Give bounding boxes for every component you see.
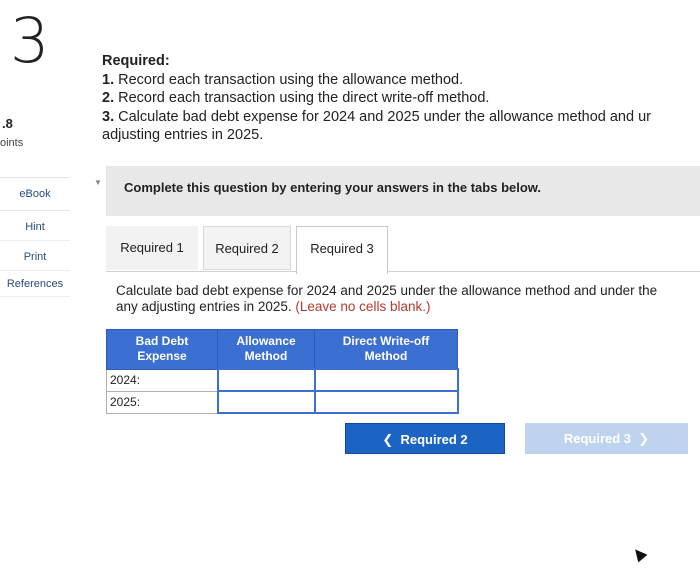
points-value: .8 <box>2 116 13 131</box>
references-button[interactable]: References <box>0 272 70 297</box>
required-section <box>102 52 651 145</box>
instructions-banner <box>106 166 700 216</box>
tab-required-3[interactable]: Required 3 <box>296 226 388 274</box>
print-button[interactable]: Print <box>0 244 70 271</box>
row-label-2025: 2025: <box>107 391 218 413</box>
next-required-button[interactable]: Required 3 ❯ <box>525 423 688 454</box>
tab-required-1[interactable]: Required 1 <box>106 226 198 270</box>
header-allowance-method: Allowance Method <box>218 330 315 370</box>
direct-2024-input[interactable] <box>315 369 458 391</box>
question-number: 3 <box>10 4 50 77</box>
direct-2025-input[interactable] <box>315 391 458 413</box>
allowance-2024-input[interactable] <box>218 369 315 391</box>
question-text: Calculate bad debt expense for 2024 and 2025 under the allowance method and under the any adjusting entries in 2025. (Leave no cells blank.) <box>116 283 658 314</box>
tab-divider <box>106 271 700 272</box>
collapse-chevron-icon[interactable]: ▼ <box>94 178 102 187</box>
leave-no-blank-hint: (Leave no cells blank.) <box>295 299 431 314</box>
chevron-right-icon: ❯ <box>638 431 650 446</box>
required-title: Required: <box>102 53 170 69</box>
row-label-2024: 2024: <box>107 369 218 391</box>
required-item-2: 2. Record each transaction using the direct write-off method. <box>102 90 490 106</box>
tab-required-2[interactable]: Required 2 <box>203 226 291 270</box>
required-item-3: 3. Calculate bad debt expense for 2024 and 2025 under the allowance method and ur <box>102 108 651 125</box>
ebook-button[interactable]: eBook <box>0 177 70 211</box>
prev-required-button[interactable]: ❮ Required 2 <box>345 423 505 454</box>
header-direct-writeoff-method: Direct Write-off Method <box>315 330 458 370</box>
required-item-3-cont: adjusting entries in 2025. <box>102 127 264 143</box>
instructions-text: Complete this question by entering your answers in the tabs below. <box>124 180 542 195</box>
hint-button[interactable]: Hint <box>0 214 70 241</box>
table-row <box>107 369 458 391</box>
points-label: oints <box>0 137 24 149</box>
table-row <box>107 391 458 413</box>
allowance-2025-input[interactable] <box>218 391 315 413</box>
answer-table <box>106 329 459 414</box>
required-item-1: 1. Record each transaction using the allowance method. <box>102 71 464 88</box>
chevron-left-icon: ❮ <box>382 432 394 447</box>
header-bad-debt-expense: Bad Debt Expense <box>107 330 218 370</box>
mouse-cursor-icon <box>631 546 648 563</box>
